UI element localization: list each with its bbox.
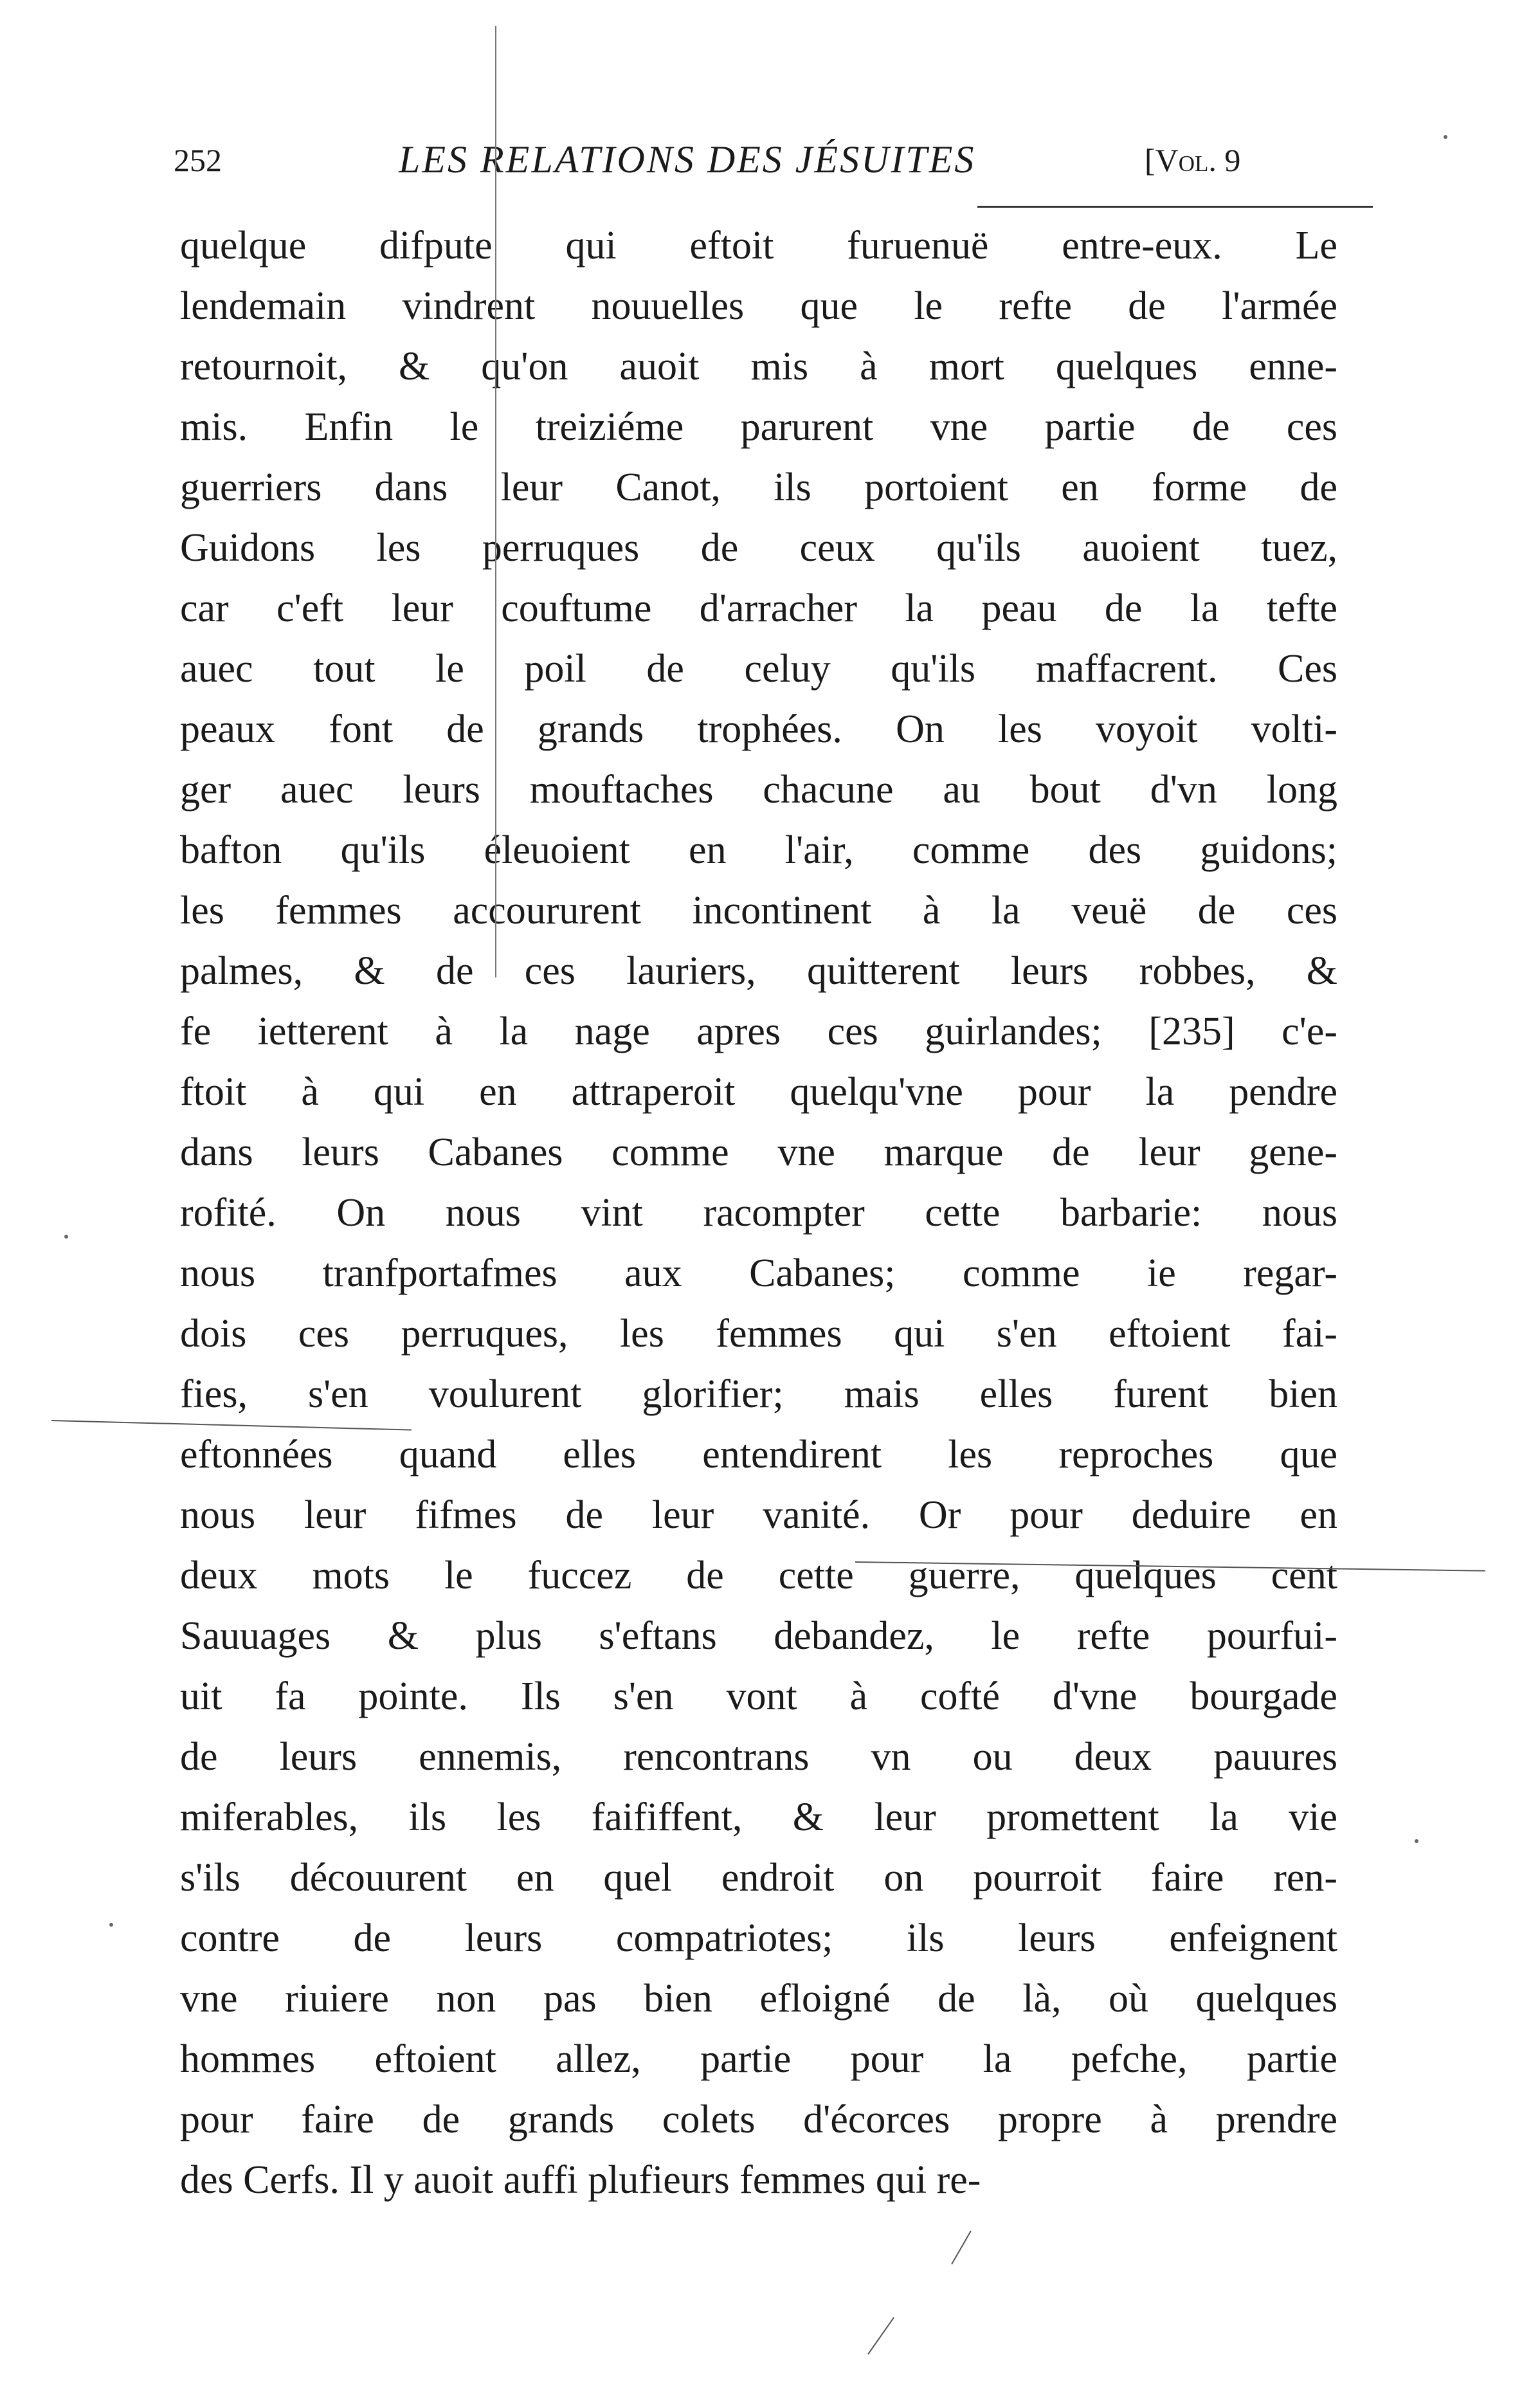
page-number: 252 — [174, 142, 222, 178]
text-line: dans leurs Cabanes comme vne marque de leur gene- — [180, 1131, 1337, 1174]
text-line: nous leur fifmes de leur vanité. Or pour deduire en — [180, 1493, 1337, 1537]
text-line: palmes, & de ces lauriers, quitterent leurs robbes, & — [180, 949, 1337, 993]
text-line: lendemain vindrent nouuelles que le refte de l'armée — [180, 284, 1337, 328]
text-line: uit fa pointe. Ils s'en vont à cofté d'vne bourgade — [180, 1675, 1337, 1718]
text-line: Guidons les perruques de ceux qu'ils auoient tuez, — [180, 526, 1337, 570]
text-line: contre de leurs compatriotes; ils leurs enfeignent — [180, 1916, 1337, 1960]
scan-mark — [951, 2231, 972, 2265]
text-line: bafton qu'ils éleuoient en l'air, comme des guidons; — [180, 828, 1337, 872]
text-line: les femmes accoururent incontinent à la veuë de ces — [180, 889, 1337, 932]
page-header — [174, 129, 1363, 193]
text-line: ger auec leurs mouftaches chacune au bout d'vn long — [180, 768, 1337, 812]
scan-mark — [867, 2317, 894, 2354]
text-line: ftoit à qui en attraperoit quelqu'vne pour la pendre — [180, 1070, 1337, 1114]
text-line: des Cerfs. Il y auoit auffi plufieurs femmes qui re- — [180, 2158, 981, 2202]
text-line: nous tranfportafmes aux Cabanes; comme ie regar- — [180, 1251, 1337, 1295]
text-line: fies, s'en voulurent glorifier; mais elles furent bien — [180, 1372, 1337, 1416]
text-line: peaux font de grands trophées. On les voyoit volti- — [180, 707, 1337, 751]
volume-label: [Vol. 9 — [1145, 142, 1241, 178]
text-line: vne riuiere non pas bien efloigné de là, où quelques — [180, 1977, 1337, 2021]
text-line: car c'eft leur couftume d'arracher la peau de la tefte — [180, 586, 1337, 630]
text-line: guerriers dans leur Canot, ils portoient en forme de — [180, 466, 1337, 509]
text-line: quelque difpute qui eftoit furuenuë entre-eux. Le — [180, 224, 1337, 268]
header-rule — [977, 206, 1373, 208]
text-line: s'ils découurent en quel endroit on pourroit faire ren- — [180, 1856, 1337, 1900]
text-line: miferables, ils les faififfent, & leur promettent la vie — [180, 1795, 1337, 1839]
text-line: deux mots le fuccez de cette guerre, quelques cent — [180, 1554, 1337, 1597]
text-line: mis. Enfin le treiziéme parurent vne partie de ces — [180, 405, 1337, 449]
text-line: de leurs ennemis, rencontrans vn ou deux pauures — [180, 1735, 1337, 1779]
body-text — [180, 215, 1337, 2210]
text-line: rofité. On nous vint racompter cette barbarie: nous — [180, 1191, 1337, 1235]
text-line: Sauuages & plus s'eftans debandez, le refte pourfui- — [180, 1614, 1337, 1658]
text-line: auec tout le poil de celuy qu'ils maffacrent. Ces — [180, 647, 1337, 691]
running-title: LES RELATIONS DES JÉSUITES — [399, 138, 976, 181]
text-line: fe ietterent à la nage apres ces guirlandes; [235] c'e- — [180, 1010, 1337, 1053]
text-line: hommes eftoient allez, partie pour la pefche, partie — [180, 2037, 1337, 2081]
scan-speck — [109, 1923, 113, 1927]
scan-mark — [495, 26, 496, 977]
scan-speck — [1444, 135, 1447, 139]
text-line: pour faire de grands colets d'écorces propre à prendre — [180, 2098, 1337, 2141]
scan-speck — [64, 1235, 68, 1239]
text-line: eftonnées quand elles entendirent les reproches que — [180, 1433, 1337, 1476]
text-line: dois ces perruques, les femmes qui s'en eftoient fai- — [180, 1312, 1337, 1356]
text-line: retournoit, & qu'on auoit mis à mort quelques enne- — [180, 345, 1337, 388]
scan-speck — [1415, 1839, 1418, 1843]
